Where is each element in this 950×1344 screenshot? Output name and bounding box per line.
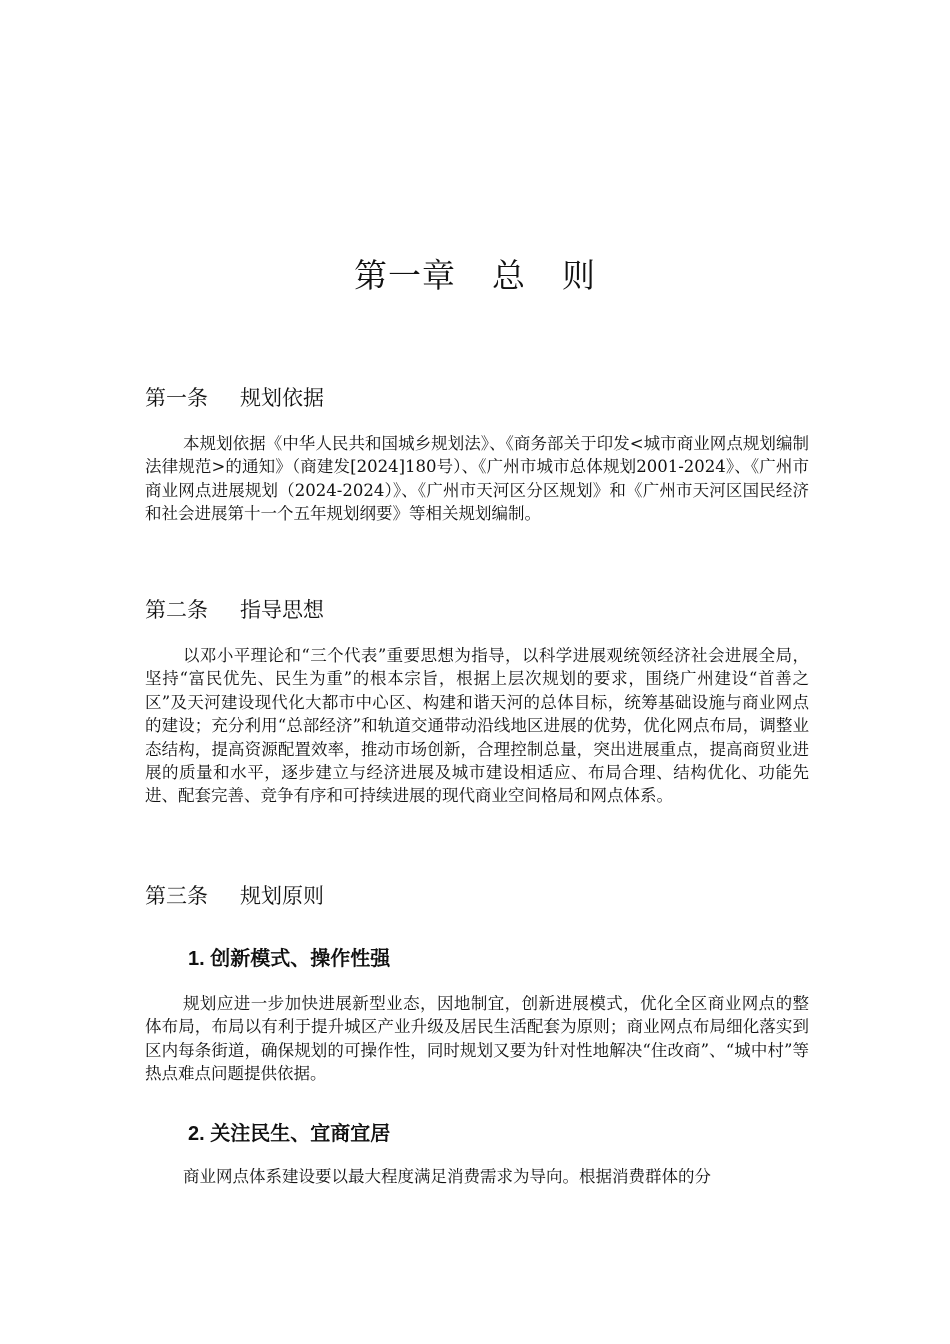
- article-3-title: 规划原则: [240, 885, 324, 908]
- article-3-section-1-title: 1. 创新模式、操作性强: [188, 948, 391, 970]
- article-2-number: 第二条: [145, 599, 208, 622]
- article-3-heading: [145, 880, 324, 910]
- article-2-title: 指导思想: [240, 599, 324, 622]
- article-1-paragraph: 本规划依据《中华人民共和国城乡规划法》、《商务部关于印发<城市商业网点规划编制法律规范>的通知》（商建发[2024]180号）、《广州市城市总体规划2001-2024》、《广州市商业网点进展规划（2024-2024）》、《广州市天河区分区规划》和《广州市天河区国民经济和社会进展第十一个五年规划纲要》等相关规划编制。: [145, 434, 809, 524]
- article-1-number: 第一条: [145, 387, 208, 410]
- article-3-section-1-paragraph: 规划应进一步加快进展新型业态，因地制宜，创新进展模式，优化全区商业网点的整体布局，布局以有利于提升城区产业升级及居民生活配套为原则；商业网点布局细化落实到区内每条街道，确保规划的可操作性，同时规划又要为针对性地解决“住改商”、“城中村”等热点难点问题提供依据。: [145, 994, 809, 1084]
- chapter-title: [0, 250, 950, 297]
- article-3-section-2-title: 2. 关注民生、宜商宜居: [188, 1123, 391, 1145]
- chapter-title-word-2: 则: [562, 257, 596, 294]
- article-2-heading: [145, 594, 324, 624]
- article-1-title: 规划依据: [240, 387, 324, 410]
- article-1-heading: [145, 382, 324, 412]
- article-3-section-2-paragraph: 商业网点体系建设要以最大程度满足消费需求为导向。根据消费群体的分: [183, 1167, 711, 1186]
- chapter-title-number: 第一章: [354, 257, 456, 294]
- article-3-number: 第三条: [145, 885, 208, 908]
- article-2-paragraph: 以邓小平理论和“三个代表”重要思想为指导，以科学进展观统领经济社会进展全局，坚持“富民优先、民生为重”的根本宗旨，根据上层次规划的要求，围绕广州建设“首善之区”及天河建设现代化大都市中心区、构建和谐天河的总体目标，统筹基础设施与商业网点的建设；充分利用“总部经济”和轨道交通带动沿线地区进展的优势，优化网点布局，调整业态结构，提高资源配置效率，推动市场创新，合理控制总量，突出进展重点，提高商贸业进展的质量和水平，逐步建立与经济进展及城市建设相适应、布局合理、结构优化、功能先进、配套完善、竞争有序和可持续进展的现代商业空间格局和网点体系。: [145, 646, 809, 806]
- chapter-title-word-1: 总: [492, 257, 526, 294]
